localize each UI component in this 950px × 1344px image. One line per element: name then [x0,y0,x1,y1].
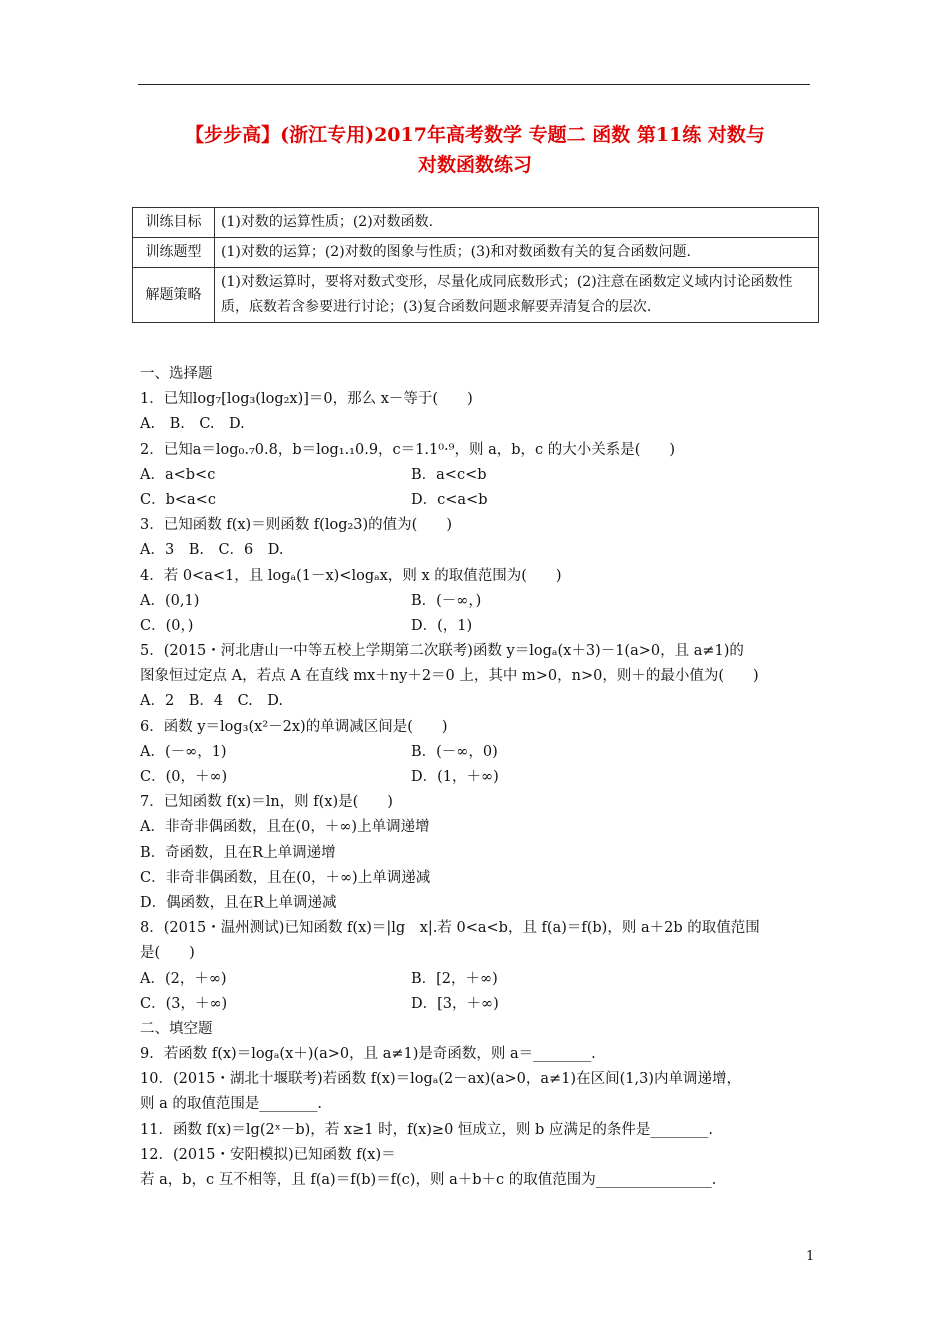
row-label: 解题策略 [133,268,215,323]
option-text: B．(－∞，) [411,592,482,609]
text-line: 7．已知函数 f(x)＝ln，则 f(x)是( ) [140,794,393,811]
text-line: 4．若 0<a<1，且 logₐ(1－x)<logₐx，则 x 的取值范围为( ) [140,567,562,584]
row-label: 训练题型 [133,238,215,268]
text-line: 一、选择题 [140,366,213,382]
option-row [140,463,816,488]
text-line: A．非奇非偶函数，且在(0，＋∞)上单调递增 [140,819,430,836]
text-line: A. B. C. D. [140,416,245,433]
option-text: A．(－∞，1) [140,743,227,760]
row-content: (1)对数的运算性质；(2)对数函数. [215,208,819,238]
table-row [133,208,819,238]
row-content: (1)对数运算时，要将对数式变形，尽量化成同底数形式；(2)注意在函数定义域内讨论函数性质，底数若含参要进行讨论；(3)复合函数问题求解要弄清复合的层次. [215,268,819,323]
option-text: D．[3，＋∞) [411,995,499,1012]
title-line-1: 【步步高】(浙江专用)2017年高考数学 专题二 函数 第11练 对数与 [185,124,765,146]
option-text: C．(0，＋∞) [140,769,228,785]
text-line: 若 a，b，c 互不相等，且 f(a)＝f(b)＝f(c)，则 a＋b＋c 的取值范围为________________. [140,1172,717,1188]
text-line: 图象恒过定点 A，若点 A 在直线 mx＋ny＋2＝0 上，其中 m>0，n>0，则＋的最小值为( ) [140,668,759,685]
option-text: D．(，1) [411,617,473,634]
option-row [140,488,816,513]
text-line: 11．函数 f(x)＝lg(2ˣ－b)，若 x≥1 时，f(x)≥0 恒成立，则 b 应满足的条件是________. [140,1121,714,1138]
text-line: 5．(2015・河北唐山一中等五校上学期第二次联考)函数 y＝logₐ(x＋3)－1(a>0，且 a≠1)的 [140,643,744,660]
text-line: A．3 B. C．6 D. [140,542,284,559]
option-text: D．(1，＋∞) [411,769,499,785]
document-title [138,120,812,180]
text-line: 9．若函数 f(x)＝logₐ(x＋)(a>0，且 a≠1)是奇函数，则 a＝________. [140,1046,596,1063]
text-line: D．偶函数，且在R上单调递减 [140,894,337,911]
option-row [140,992,816,1017]
option-text: A．a<b<c [140,466,216,483]
text-line: A．2 B．4 C. D. [140,693,283,710]
table-row [133,268,819,323]
text-line: 12．(2015・安阳模拟)已知函数 f(x)＝ [140,1146,396,1163]
text-line: 二、填空题 [140,1020,213,1037]
text-line: 1．已知log₇[log₃(log₂x)]＝0，那么 x－等于( ) [140,391,473,408]
row-label: 训练目标 [133,208,215,238]
option-text: A．(2，＋∞) [140,970,227,987]
row-content: (1)对数的运算；(2)对数的图象与性质；(3)和对数函数有关的复合函数问题. [215,238,819,268]
option-text: A．(0,1) [140,592,200,609]
text-line: 8．(2015・温州测试)已知函数 f(x)＝|lg x|.若 0<a<b，且 f(a)＝f(b)，则 a＋2b 的取值范围 [140,920,760,937]
option-text: C．(0，) [140,617,194,634]
option-text: B．a<c<b [411,466,487,483]
option-row [140,967,816,992]
option-row [140,765,816,790]
training-info-table [132,207,819,323]
text-line: 6．函数 y＝log₃(x²－2x)的单调减区间是( ) [140,718,448,735]
option-text: B．[2，＋∞) [411,970,498,987]
page-number: 1 [806,1249,815,1264]
option-row [140,589,816,614]
option-row [140,740,816,765]
title-line-2: 对数函数练习 [417,154,532,176]
option-text: B．(－∞，0) [411,743,498,760]
text-line: 2．已知a＝log₀.₇0.8，b＝log₁.₁0.9，c＝1.1⁰·⁹，则 a，b，c 的大小关系是( ) [140,441,676,458]
text-line: 则 a 的取值范围是________. [140,1096,322,1113]
header-rule [138,84,810,85]
text-line: C．非奇非偶函数，且在(0，＋∞)上单调递减 [140,869,431,886]
table-row [133,238,819,268]
text-line: B．奇函数，且在R上单调递增 [140,844,336,861]
option-text: C．b<a<c [140,491,216,508]
text-line: 3．已知函数 f(x)＝则函数 f(log₂3)的值为( ) [140,517,452,534]
text-line: 是( ) [140,945,195,962]
exercise-body [140,362,816,1193]
option-text: D．c<a<b [411,491,488,508]
option-row [140,614,816,639]
option-text: C．(3，＋∞) [140,995,228,1012]
text-line: 10．(2015・湖北十堰联考)若函数 f(x)＝logₐ(2－ax)(a>0，a≠1)在区间(1,3)内单调递增， [140,1071,741,1088]
